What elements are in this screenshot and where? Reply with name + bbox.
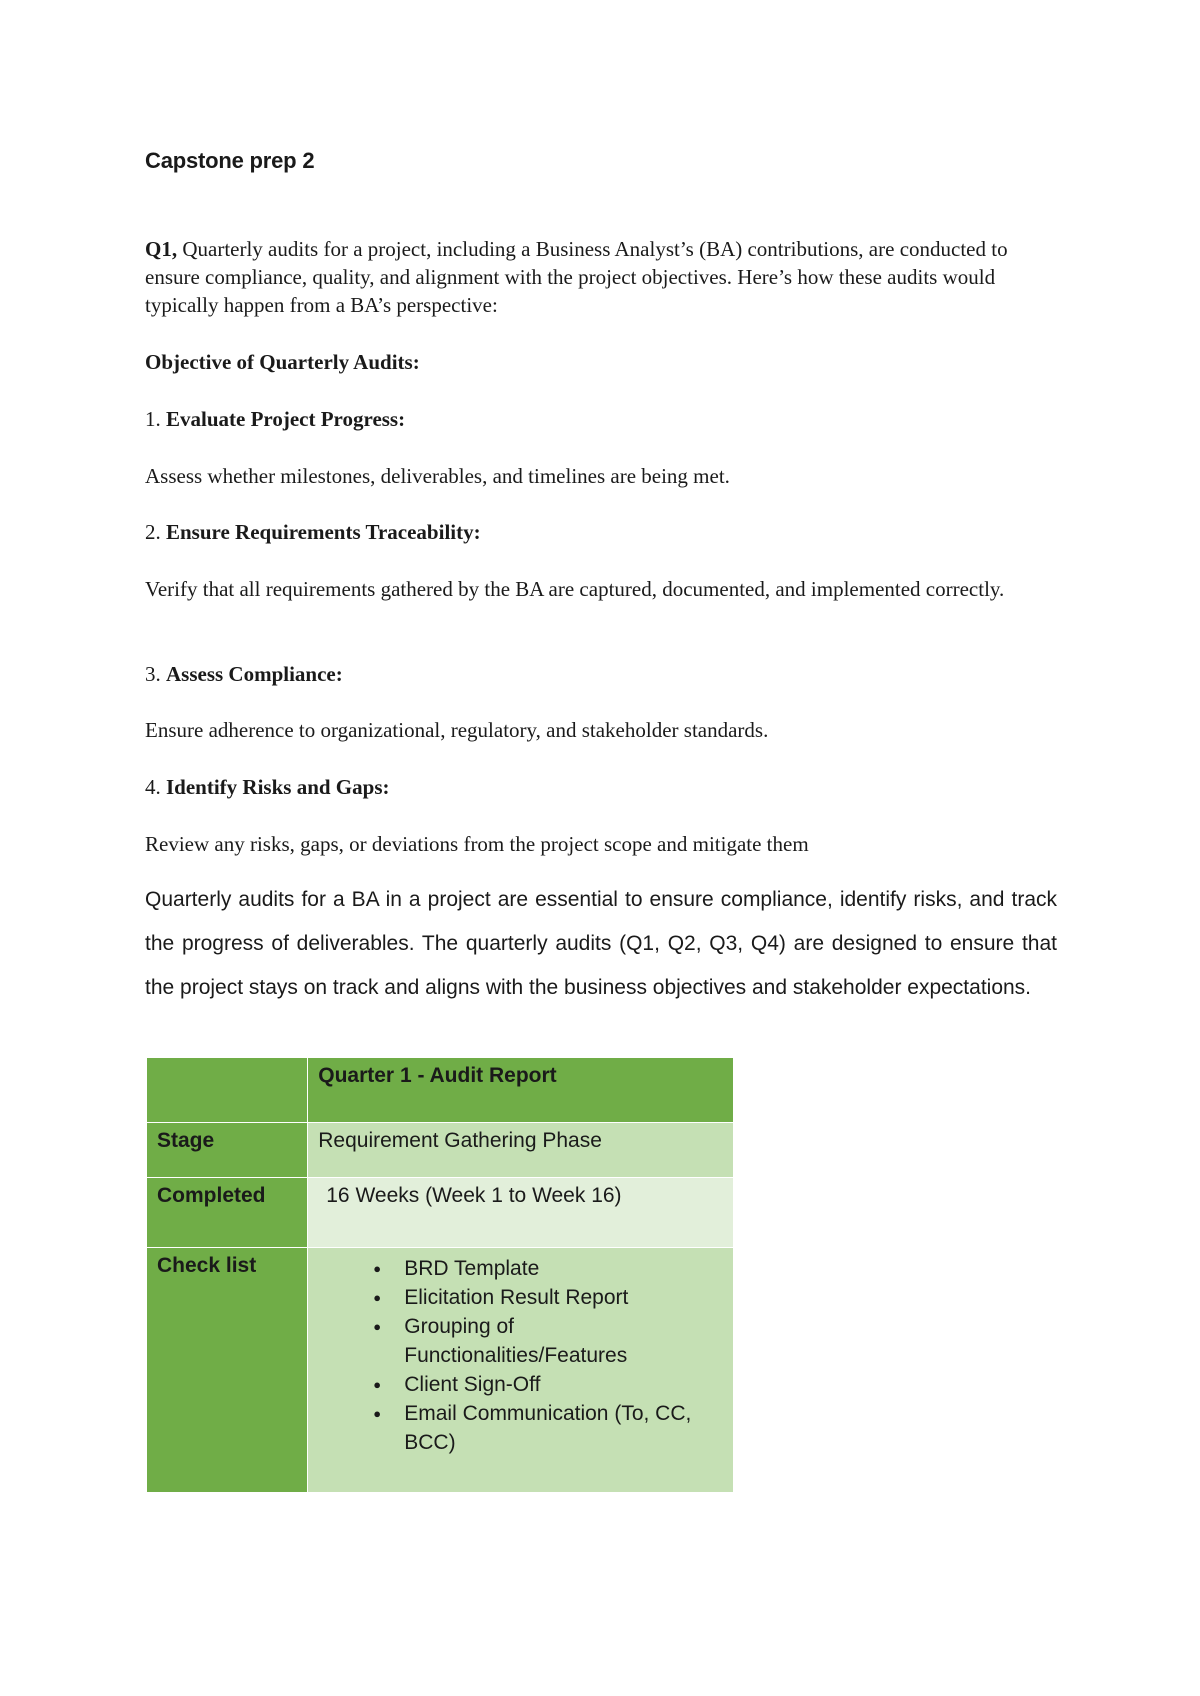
summary-paragraph: Quarterly audits for a BA in a project are essential to ensure compliance, identify risks, and track the progress of deliverables. The quarterly audits (Q1, Q2, Q3, Q4) are designed to ensure that the project stays on track and aligns with the business objectives and stakeholder expectations. <box>145 888 1057 999</box>
table-row <box>147 1178 734 1248</box>
objective-4-heading <box>145 773 1065 801</box>
objective-number: 3. <box>145 662 161 686</box>
row-label-stage: Stage <box>147 1123 308 1178</box>
objective-number: 2. <box>145 520 161 544</box>
checklist <box>318 1254 723 1457</box>
objective-title: Evaluate Project Progress: <box>166 407 406 431</box>
row-value-completed: 16 Weeks (Week 1 to Week 16) <box>308 1178 734 1248</box>
row-value-stage: Requirement Gathering Phase <box>308 1123 734 1178</box>
objective-title: Assess Compliance: <box>166 662 343 686</box>
objective-title: Ensure Requirements Traceability: <box>166 520 481 544</box>
row-label-completed: Completed <box>147 1178 308 1248</box>
audit-report-table <box>146 1057 734 1493</box>
table-header-cell: Quarter 1 - Audit Report <box>308 1058 734 1123</box>
objective-2-description: Verify that all requirements gathered by the BA are captured, documented, and implemented correctly. <box>145 577 1005 601</box>
objective-2-heading <box>145 518 1065 546</box>
table-row <box>147 1248 734 1493</box>
checklist-item: ● Client Sign-Off <box>404 1370 723 1399</box>
table-row <box>147 1123 734 1178</box>
checklist-item: ● Elicitation Result Report <box>404 1283 723 1312</box>
objective-number: 4. <box>145 775 161 799</box>
objective-3-heading <box>145 660 1065 688</box>
checklist-item: ● Email Communication (To, CC, BCC) <box>404 1399 723 1457</box>
row-label-checklist: Check list <box>147 1248 308 1493</box>
intro-paragraph <box>145 235 1065 319</box>
objective-4-description: Review any risks, gaps, or deviations from the project scope and mitigate them <box>145 832 809 856</box>
intro-label: Q1, <box>145 237 178 261</box>
table-header-row <box>147 1058 734 1123</box>
objectives-heading: Objective of Quarterly Audits: <box>145 350 420 374</box>
objective-1-description: Assess whether milestones, deliverables, and timelines are being met. <box>145 464 730 488</box>
table-header-empty-cell <box>147 1058 308 1123</box>
checklist-item: ● Grouping of Functionalities/Features <box>404 1312 723 1370</box>
objective-3-description: Ensure adherence to organizational, regulatory, and stakeholder standards. <box>145 718 769 742</box>
document-title: Capstone prep 2 <box>145 148 315 173</box>
intro-text: Quarterly audits for a project, including a Business Analyst’s (BA) contributions, are conducted to ensure compliance, quality, and alignment with the project objectives. Here’s how these audits would typically happen from a BA’s perspective: <box>145 237 1008 317</box>
checklist-item: ● BRD Template <box>404 1254 723 1283</box>
row-value-checklist <box>308 1248 734 1493</box>
objective-1-heading <box>145 405 1065 433</box>
objective-number: 1. <box>145 407 161 431</box>
objective-title: Identify Risks and Gaps: <box>166 775 390 799</box>
